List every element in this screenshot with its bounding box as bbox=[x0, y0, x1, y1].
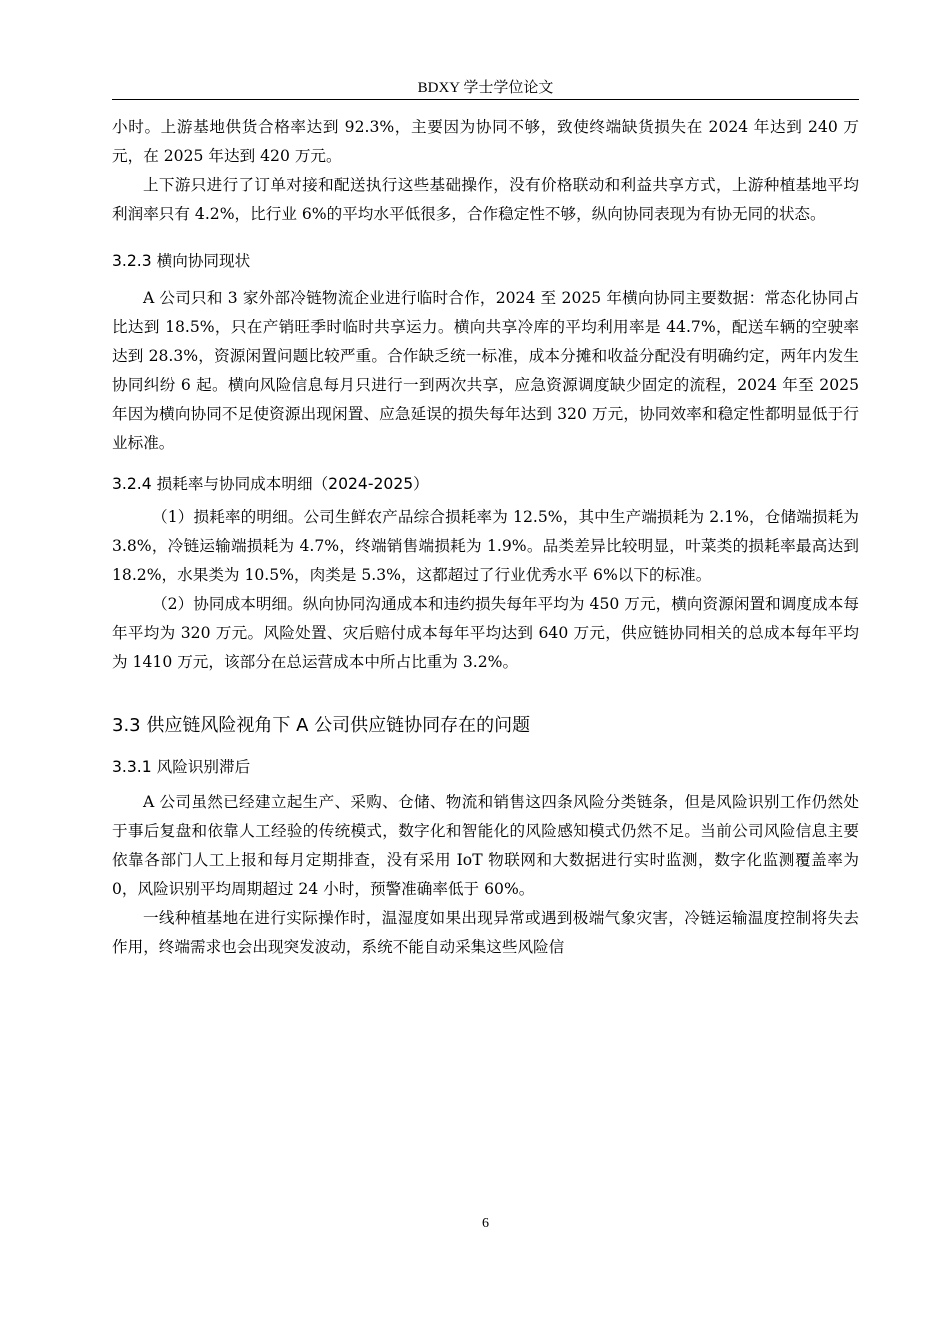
paragraph-risk-identification: A 公司虽然已经建立起生产、采购、仓储、物流和销售这四条风险分类链条，但是风险识别工作仍然处于事后复盘和依靠人工经验的传统模式，数字化和智能化的风险感知模式仍然不足。当前公司风险信息主要依靠各部门人工上报和每月定期排查，没有采用 IoT 物联网和大数据进行实时监测，数字化监测覆盖率为 0，风险识别平均周期超过 24 小时，预警准确率低于 60%。 bbox=[112, 793, 859, 898]
header-rule bbox=[112, 99, 859, 100]
running-header: BDXY 学士学位论文 bbox=[417, 80, 554, 96]
paragraph-loss-rate: （1）损耗率的明细。公司生鲜农产品综合损耗率为 12.5%，其中生产端损耗为 2.1%，仓储端损耗为 3.8%，冷链运输端损耗为 4.7%，终端销售端损耗为 1.9%。品类差异比较明显，叶菜类的损耗率最高达到 18.2%，水果类为 10.5%，肉类是 5.3%，这都超过了行业优秀水平 6%以下的标准。 bbox=[112, 508, 859, 584]
page-number: 6 bbox=[482, 1216, 489, 1231]
section-heading-3-2-4: 3.2.4 损耗率与协同成本明细（2024-2025） bbox=[112, 475, 429, 493]
paragraph-vertical-collaboration: 上下游只进行了订单对接和配送执行这些基础操作，没有价格联动和利益共享方式，上游种植基地平均利润率只有 4.2%，比行业 6%的平均水平低很多，合作稳定性不够，纵向协同表现为有协无同的状态。 bbox=[112, 176, 859, 223]
page-body bbox=[112, 113, 859, 962]
section-heading-3-3-1: 3.3.1 风险识别滞后 bbox=[112, 758, 251, 776]
paragraph-risk-frontline: 一线种植基地在进行实际操作时，温湿度如果出现异常或遇到极端气象灾害，冷链运输温度控制将失去作用，终端需求也会出现突发波动，系统不能自动采集这些风险信 bbox=[112, 909, 859, 956]
paragraph-horizontal-collaboration: A 公司只和 3 家外部冷链物流企业进行临时合作，2024 至 2025 年横向协同主要数据：常态化协同占比达到 18.5%，只在产销旺季时临时共享运力。横向共享冷库的平均利用率是 44.7%，配送车辆的空驶率达到 28.3%，资源闲置问题比较严重。合作缺乏统一标准，成本分摊和收益分配没有明确约定，两年内发生协同纠纷 6 起。横向风险信息每月只进行一到两次共享，应急资源调度缺少固定的流程，2024 年至 2025 年因为横向协同不足使资源出现闲置、应急延误的损失每年达到 320 万元，协同效率和稳定性都明显低于行业标准。 bbox=[112, 289, 859, 452]
section-heading-3-3: 3.3 供应链风险视角下 A 公司供应链协同存在的问题 bbox=[112, 715, 531, 736]
paragraph-collaboration-cost: （2）协同成本明细。纵向协同沟通成本和违约损失每年平均为 450 万元，横向资源闲置和调度成本每年平均为 320 万元。风险处置、灾后赔付成本每年平均达到 640 万元，供应链协同相关的总成本每年平均为 1410 万元，该部分在总运营成本中所占比重为 3.2%。 bbox=[112, 595, 859, 671]
paragraph-continued: 小时。上游基地供货合格率达到 92.3%，主要因为协同不够，致使终端缺货损失在 2024 年达到 240 万元，在 2025 年达到 420 万元。 bbox=[112, 118, 859, 165]
section-heading-3-2-3: 3.2.3 横向协同现状 bbox=[112, 252, 251, 270]
